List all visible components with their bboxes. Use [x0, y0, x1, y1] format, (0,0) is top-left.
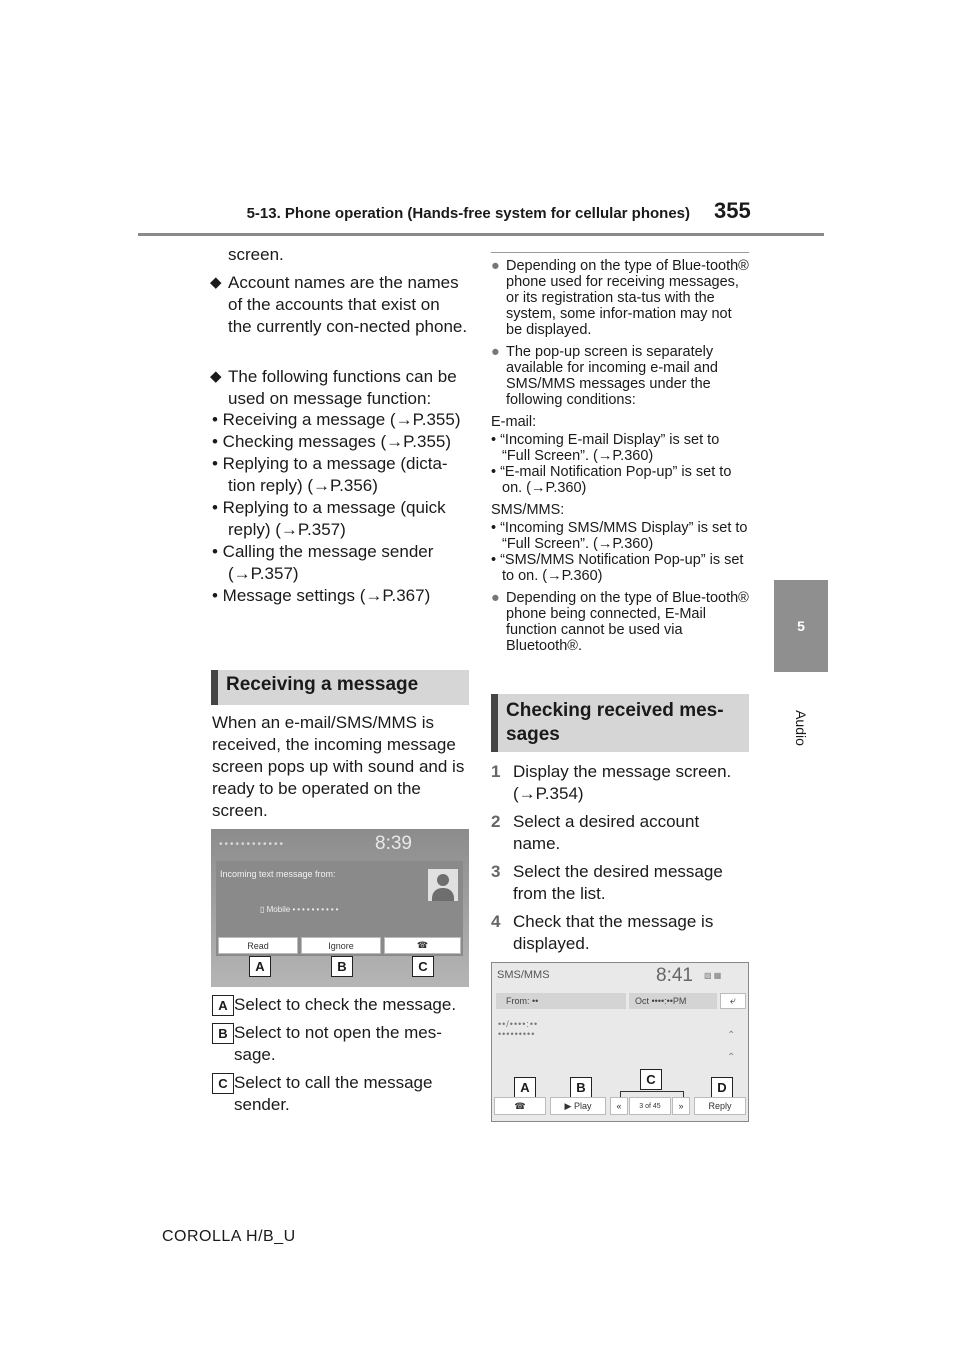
list-item: • Replying to a message (quick reply) (→P.357)	[212, 498, 446, 539]
message-counter: 3 of 45	[629, 1097, 671, 1115]
contact-avatar	[428, 869, 458, 901]
chapter-number: 5	[797, 618, 805, 634]
callout-a: A	[514, 1077, 536, 1098]
callout-d: D	[711, 1077, 733, 1098]
read-button[interactable]: Read	[218, 937, 298, 954]
phone-icon: ▯	[260, 905, 265, 914]
previous-message-button[interactable]: «	[610, 1097, 628, 1115]
sms-label: SMS/MMS:	[491, 502, 565, 518]
callout-c: C	[640, 1069, 662, 1090]
step-item: 1 Display the message screen. (→P.354)	[491, 762, 732, 803]
play-button[interactable]: ▶ Play	[550, 1097, 606, 1115]
list-item: • Message settings (→P.367)	[212, 586, 431, 605]
ignore-button[interactable]: Ignore	[301, 937, 381, 954]
continued-text: screen.	[228, 245, 284, 264]
section-heading-receiving: Receiving a message	[211, 670, 469, 705]
list-item: • Checking messages (→P.355)	[212, 432, 452, 451]
step-item: 4 Check that the message is displayed.	[491, 912, 714, 953]
chapter-label: Audio	[793, 710, 809, 746]
email-label: E-mail:	[491, 414, 537, 430]
back-button[interactable]: ⤶	[720, 993, 746, 1009]
clock-display: 8:41	[656, 965, 693, 986]
call-button[interactable]: ☎	[494, 1097, 546, 1115]
note-item: ● The pop-up screen is separately available for incoming e-mail and SMS/MMS messages under the following conditions:	[491, 344, 718, 408]
legend-item: C Select to call the message sender.	[212, 1072, 470, 1116]
call-button[interactable]: ☎	[384, 937, 461, 954]
next-message-button[interactable]: »	[672, 1097, 690, 1115]
sms-condition: • “SMS/MMS Notification Pop-up” is set to on. (→P.360)	[491, 552, 744, 584]
sms-condition: • “Incoming SMS/MMS Display” is set to “Full Screen”. (→P.360)	[491, 520, 748, 552]
receiving-description: When an e-mail/SMS/MMS is received, the incoming message screen pops up with sound and is ready to be operated on the screen.	[212, 713, 465, 820]
callout-legend	[212, 994, 470, 1116]
legend-item: A Select to check the message.	[212, 994, 470, 1016]
legend-item: B Select to not open the mes-sage.	[212, 1022, 470, 1066]
callout-b: B	[331, 956, 353, 977]
list-item: • Receiving a message (→P.355)	[212, 410, 461, 429]
list-item: • Replying to a message (dicta-tion reply) (→P.356)	[212, 454, 448, 495]
header-divider	[138, 233, 824, 236]
model-footer: COROLLA H/B_U	[162, 1228, 296, 1245]
note-account-names: ◆ Account names are the names of the accounts that exist on the currently con-nected phone.	[228, 272, 468, 338]
incoming-message-screenshot: •••••••••••• 8:39 Incoming text message from: ▯ Mobile •••••••••• Read Ignore ☎ A B C	[211, 829, 469, 987]
email-condition: • “Incoming E-mail Display” is set to “Full Screen”. (→P.360)	[491, 432, 720, 464]
note-item: ● Depending on the type of Blue-tooth® phone used for receiving messages, or its registration sta-tus with the system, some infor-mation may not be displayed.	[491, 258, 749, 338]
step-item: 2 Select a desired account name.	[491, 812, 700, 853]
message-detail-screenshot: SMS/MMS 8:41 ▧ ▦ From: •• Oct ••••:••PM ⤶ ••/••••:•• ••••••••• ⌃ ⌃ A B C D ☎ ▶ Play « 3 of 45 » Reply	[491, 962, 749, 1122]
callout-c: C	[412, 956, 434, 977]
email-condition: • “E-mail Notification Pop-up” is set to on. (→P.360)	[491, 464, 732, 496]
phone-type: Mobile	[266, 905, 291, 914]
page-number: 355	[714, 198, 751, 223]
screen-title: SMS/MMS	[497, 969, 550, 981]
section-heading-checking: Checking received mes-sages	[491, 694, 749, 752]
step-item: 3 Select the desired message from the list.	[491, 862, 723, 903]
date-field: Oct ••••:••PM	[629, 993, 717, 1009]
list-item: • Calling the message sender (→P.357)	[212, 542, 434, 583]
clock-display: 8:39	[375, 833, 412, 854]
scroll-controls[interactable]: ⌃ ⌃	[727, 1030, 736, 1063]
note-item: ● Depending on the type of Blue-tooth® phone being connected, E-Mail function cannot be used via Bluetooth®.	[491, 590, 749, 654]
incoming-label: Incoming text message from:	[220, 869, 336, 879]
notes-block	[491, 258, 751, 654]
step-list	[491, 761, 751, 955]
note-functions: ◆ The following functions can be used on message function:	[228, 366, 473, 410]
function-list	[212, 409, 467, 607]
from-field: From: ••	[496, 993, 626, 1009]
message-popup: Incoming text message from: ▯ Mobile •••••••••• Read Ignore ☎	[216, 861, 463, 956]
callout-a: A	[249, 956, 271, 977]
callout-b: B	[570, 1077, 592, 1098]
section-header-title: 5-13. Phone operation (Hands-free system for cellular phones)	[246, 205, 690, 222]
notes-divider	[491, 252, 749, 253]
reply-button[interactable]: Reply	[694, 1097, 746, 1115]
chapter-tab	[774, 580, 828, 672]
